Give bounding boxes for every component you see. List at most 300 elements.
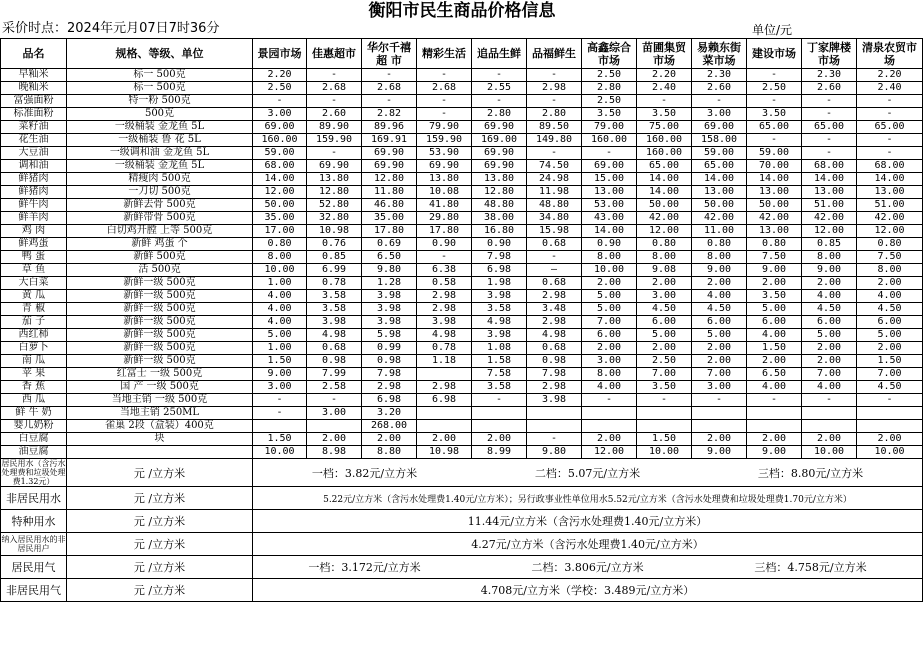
price-cell: 4.00 [253,316,307,329]
price-cell: - [362,95,417,108]
price-cell: 4.50 [857,303,923,316]
price-cell: 53.90 [417,147,472,160]
price-cell: 2.30 [692,69,747,82]
price-cell: 3.00 [307,407,362,420]
price-cell: 3.98 [307,316,362,329]
table-row [1,147,923,160]
price-cell [582,420,637,433]
table-row [1,186,923,199]
goods-body [1,69,923,459]
table-row [1,303,923,316]
page-title: 衡阳市民生商品价格信息 [368,1,556,21]
price-cell: 7.98 [527,368,582,381]
price-cell: 160.00 [582,134,637,147]
price-cell [417,407,472,420]
price-cell: 5.00 [857,329,923,342]
price-cell: 50.00 [747,199,802,212]
price-cell: 4.00 [802,290,857,303]
price-cell: - [747,69,802,82]
price-cell: 2.00 [472,433,527,446]
price-cell: 3.98 [362,303,417,316]
price-cell [253,420,307,433]
price-cell: 6.00 [857,316,923,329]
price-cell: 17.00 [253,225,307,238]
price-cell: 5.00 [692,329,747,342]
price-cell: 7.50 [857,251,923,264]
product-name: 白萝卜 [1,342,67,355]
price-cell [692,407,747,420]
price-cell: 9.00 [692,446,747,459]
product-spec: 雀巢 2段（盒装）400克 [67,420,253,433]
price-cell [417,368,472,381]
price-cell: 2.00 [692,433,747,446]
price-cell: 69.90 [307,160,362,173]
price-cell: 159.90 [417,134,472,147]
price-cell: 8.00 [582,368,637,381]
tier-price: 一档：3.82元/立方米 [311,466,418,480]
price-cell: 12.00 [802,225,857,238]
price-cell: 4.00 [253,303,307,316]
price-cell [472,407,527,420]
product-spec: 块 [67,433,253,446]
price-cell: 2.00 [362,433,417,446]
price-cell: 268.00 [362,420,417,433]
price-cell: 89.90 [307,121,362,134]
price-cell: 169.00 [472,134,527,147]
price-cell [692,420,747,433]
price-cell: 12.80 [307,186,362,199]
price-cell: 4.00 [747,381,802,394]
price-cell: 59.00 [747,147,802,160]
product-name: 菜籽油 [1,121,67,134]
price-cell: 10.98 [307,225,362,238]
price-cell: 0.80 [253,238,307,251]
price-cell: 9.80 [527,446,582,459]
price-cell: 6.98 [362,394,417,407]
product-spec: 500克 [67,108,253,121]
product-name: 鸭 蛋 [1,251,67,264]
product-spec: 一级桶装 金龙鱼 5L [67,121,253,134]
price-cell: 8.00 [692,251,747,264]
price-cell: 9.08 [637,264,692,277]
price-cell: 10.00 [637,446,692,459]
price-cell: 2.00 [692,342,747,355]
product-name: 草 鱼 [1,264,67,277]
price-cell [857,420,923,433]
price-cell: 8.00 [857,264,923,277]
utility-row [1,533,923,556]
price-cell [307,420,362,433]
price-cell: - [802,95,857,108]
utility-unit: 元 /立方米 [67,459,253,487]
price-cell: 9.00 [253,368,307,381]
price-cell: - [802,394,857,407]
price-cell: 0.68 [527,277,582,290]
price-cell: 50.00 [637,199,692,212]
product-name: 鲜羊肉 [1,212,67,225]
product-spec: 新鲜一级 500克 [67,342,253,355]
price-cell: 2.00 [582,433,637,446]
price-cell: — [527,264,582,277]
price-cell: 32.80 [307,212,362,225]
price-cell: 6.00 [747,316,802,329]
price-cell: 3.98 [362,290,417,303]
tier-price: 三档：4.758元/立方米 [754,561,867,574]
price-cell: - [582,394,637,407]
price-cell: - [527,147,582,160]
price-cell: 2.20 [857,69,923,82]
price-cell: 14.00 [637,173,692,186]
price-cell: 2.00 [582,277,637,290]
price-cell: 9.00 [692,264,747,277]
price-cell: 4.98 [527,329,582,342]
price-cell: 0.80 [857,238,923,251]
table-row [1,69,923,82]
price-cell: 89.50 [527,121,582,134]
product-spec: 新鲜一级 500克 [67,316,253,329]
utility-tiers [253,559,922,575]
price-cell: - [802,134,857,147]
utility-name: 非居民用气 [1,579,67,602]
price-cell: 65.00 [692,160,747,173]
product-name: 早籼米 [1,69,67,82]
utility-name: 非居民用水 [1,487,67,510]
price-cell: 2.40 [637,82,692,95]
price-cell: 68.00 [802,160,857,173]
price-cell [637,420,692,433]
price-cell: 5.98 [362,329,417,342]
price-cell: 169.91 [362,134,417,147]
price-cell: 2.98 [417,303,472,316]
utility-row [1,556,923,579]
price-cell: 4.00 [253,290,307,303]
price-cell: 2.20 [637,69,692,82]
product-spec: 白切鸡开膛 上等 500克 [67,225,253,238]
utility-price: 4.708元/立方米（学校：3.489元/立方米） [253,579,923,602]
price-cell: 0.68 [527,238,582,251]
price-cell: 2.40 [857,82,923,95]
price-cell: 160.00 [637,134,692,147]
price-cell: 34.80 [527,212,582,225]
price-cell: 14.00 [637,186,692,199]
price-cell: 6.38 [417,264,472,277]
price-cell: 53.00 [582,199,637,212]
price-cell: 12.00 [637,225,692,238]
price-cell: 3.00 [253,108,307,121]
product-spec: 新鲜一级 500克 [67,290,253,303]
column-header: 苗圃集贸市场 [637,39,692,69]
product-spec: 新鲜一级 500克 [67,329,253,342]
price-cell: 69.90 [417,160,472,173]
table-row [1,173,923,186]
price-cell: 160.00 [253,134,307,147]
utility-row [1,459,923,487]
price-cell: 1.00 [253,342,307,355]
price-cell: 69.00 [582,160,637,173]
price-cell: 1.00 [253,277,307,290]
product-spec: 新鲜 鸡蛋 个 [67,238,253,251]
price-cell: - [637,394,692,407]
price-cell: 2.98 [527,381,582,394]
price-cell: 2.50 [637,355,692,368]
price-cell: 42.00 [747,212,802,225]
price-cell: 2.82 [362,108,417,121]
price-cell: 35.00 [362,212,417,225]
table-row [1,264,923,277]
price-cell: 65.00 [637,160,692,173]
price-cell: 1.58 [472,355,527,368]
price-cell: 3.98 [417,316,472,329]
price-cell: 69.90 [362,147,417,160]
price-cell: 69.90 [472,147,527,160]
price-cell: 0.69 [362,238,417,251]
price-cell: - [582,147,637,160]
price-cell: 6.98 [472,264,527,277]
price-cell: 2.68 [417,82,472,95]
column-header: 品福鲜生 [527,39,582,69]
utility-row [1,487,923,510]
price-cell: 75.00 [637,121,692,134]
price-cell: - [747,95,802,108]
price-cell: 2.00 [747,355,802,368]
product-spec: 新鲜一级 500克 [67,355,253,368]
price-cell: 2.68 [307,82,362,95]
product-name: 大豆油 [1,147,67,160]
price-cell: 0.78 [307,277,362,290]
table-row [1,355,923,368]
price-cell: 5.00 [582,303,637,316]
column-header: 清泉农贸市场 [857,39,923,69]
price-cell: 2.20 [253,69,307,82]
table-row [1,329,923,342]
price-cell: 159.90 [307,134,362,147]
product-spec: 标一 500克 [67,82,253,95]
price-cell: - [307,95,362,108]
price-cell: 12.00 [253,186,307,199]
price-cell: 1.50 [747,342,802,355]
price-cell: - [472,95,527,108]
price-cell: 24.98 [527,173,582,186]
product-name: 香 蕉 [1,381,67,394]
product-name: 茄 子 [1,316,67,329]
utility-name: 居民用水（含污水处理费和垃圾处理费1.32元） [1,459,66,486]
price-cell: 2.00 [857,342,923,355]
price-cell: - [527,95,582,108]
price-cell: 17.80 [417,225,472,238]
product-name: 调和油 [1,160,67,173]
price-cell: - [857,134,923,147]
price-cell: 2.00 [692,355,747,368]
price-cell: 3.58 [307,290,362,303]
price-cell: 3.50 [582,108,637,121]
price-cell: 8.00 [253,251,307,264]
price-cell: 13.00 [747,225,802,238]
price-cell: 10.08 [417,186,472,199]
price-cell: 2.00 [637,342,692,355]
table-row [1,446,923,459]
product-spec: 精瘦肉 500克 [67,173,253,186]
price-cell: 2.00 [747,433,802,446]
price-cell: 2.50 [582,69,637,82]
price-cell: - [253,95,307,108]
price-cell: 3.50 [747,108,802,121]
price-cell: 13.80 [307,173,362,186]
price-cell: 0.68 [527,342,582,355]
price-cell: 2.60 [802,82,857,95]
price-cell: 13.00 [582,186,637,199]
price-cell: 69.90 [362,160,417,173]
price-cell: 6.50 [362,251,417,264]
unit-label: 单位/元 [752,23,793,37]
column-header: 易赖东街菜市场 [692,39,747,69]
price-cell: 0.90 [582,238,637,251]
price-cell: - [747,394,802,407]
price-cell: 2.80 [582,82,637,95]
price-cell: 10.00 [253,264,307,277]
price-cell: 4.98 [307,329,362,342]
product-name: 标准面粉 [1,108,67,121]
price-cell: 2.00 [692,277,747,290]
price-cell: 6.00 [582,329,637,342]
price-cell: 2.50 [253,82,307,95]
price-cell: 4.98 [417,329,472,342]
product-name: 鸡 肉 [1,225,67,238]
price-cell: 0.85 [802,238,857,251]
product-spec: 红富士 一级 500克 [67,368,253,381]
price-cell: - [472,394,527,407]
price-cell: 9.00 [747,264,802,277]
price-cell: 42.00 [857,212,923,225]
price-cell: - [253,394,307,407]
price-cell: 2.30 [802,69,857,82]
table-row [1,368,923,381]
price-cell: 12.00 [857,225,923,238]
product-spec: 一级桶装 金龙鱼 5L [67,160,253,173]
price-cell [582,407,637,420]
price-cell: 3.58 [472,303,527,316]
price-cell: 2.00 [802,277,857,290]
column-header: 品名 [1,39,67,69]
price-cell: 8.00 [637,251,692,264]
price-cell: 68.00 [253,160,307,173]
column-header: 追品生鲜 [472,39,527,69]
table-row [1,82,923,95]
price-cell: 7.98 [362,368,417,381]
price-cell: 6.98 [417,394,472,407]
price-cell: 43.00 [582,212,637,225]
price-cell: 13.00 [857,186,923,199]
tier-price: 二档：3.806元/立方米 [531,561,644,574]
utility-price: 4.27元/立方米（含污水处理费1.40元/立方米） [253,533,923,556]
price-cell: 158.00 [692,134,747,147]
table-row [1,277,923,290]
price-cell: 6.99 [307,264,362,277]
price-cell: 4.00 [857,290,923,303]
product-name: 晚籼米 [1,82,67,95]
price-cell: 7.00 [692,368,747,381]
product-name: 花生油 [1,134,67,147]
price-cell: 4.00 [582,381,637,394]
price-cell: 7.99 [307,368,362,381]
product-spec: 标一 500克 [67,69,253,82]
price-cell: 0.80 [747,238,802,251]
utility-tiers [253,465,922,481]
product-name: 西 瓜 [1,394,67,407]
header-row [1,39,923,69]
price-cell: 69.00 [253,121,307,134]
price-cell: - [307,394,362,407]
price-cell: 3.00 [253,381,307,394]
price-cell: 2.98 [362,381,417,394]
price-cell: 3.58 [472,381,527,394]
price-cell: - [417,251,472,264]
price-cell: 7.00 [857,368,923,381]
product-name: 南 瓜 [1,355,67,368]
price-cell: 2.80 [472,108,527,121]
table-row [1,225,923,238]
price-cell [802,407,857,420]
price-cell: 3.98 [472,329,527,342]
price-cell: 2.98 [527,290,582,303]
price-cell: 17.80 [362,225,417,238]
price-cell: 69.90 [472,160,527,173]
table-row [1,134,923,147]
price-cell: 2.00 [802,355,857,368]
utility-price: 5.22元/立方米（含污水处理费1.40元/立方米）；另行政事业性单位用水5.52元/立方米（含污水处理费和垃圾处理费1.70元/立方米） [253,487,923,510]
price-cell: - [802,147,857,160]
column-header: 景园市场 [253,39,307,69]
utility-body [1,459,923,602]
price-cell: 4.50 [802,303,857,316]
price-cell: 13.00 [802,186,857,199]
price-cell: 0.68 [307,342,362,355]
price-cell: - [637,95,692,108]
price-cell: - [747,134,802,147]
price-cell: - [527,69,582,82]
price-cell [802,420,857,433]
price-cell: - [307,69,362,82]
price-cell: - [527,251,582,264]
price-cell: 11.98 [527,186,582,199]
price-cell: 4.50 [637,303,692,316]
price-cell: 11.00 [692,225,747,238]
price-cell: 52.80 [307,199,362,212]
price-cell: 3.48 [527,303,582,316]
price-cell: 50.00 [692,199,747,212]
price-cell: - [472,69,527,82]
product-spec: 国 产 一级 500克 [67,381,253,394]
price-cell: 160.00 [637,147,692,160]
price-cell: 4.50 [692,303,747,316]
price-cell: - [692,95,747,108]
utility-row [1,510,923,533]
price-cell: 2.60 [307,108,362,121]
utility-unit: 元 /立方米 [67,533,253,556]
price-cell: - [527,433,582,446]
product-spec: 特一粉 500克 [67,95,253,108]
utility-row [1,579,923,602]
product-spec: 新鲜带骨 500克 [67,212,253,225]
price-cell: - [417,69,472,82]
price-cell: 0.85 [307,251,362,264]
price-cell: 13.00 [747,186,802,199]
table-row [1,212,923,225]
price-cell: 6.00 [692,316,747,329]
price-cell: 2.50 [747,82,802,95]
price-cell: 59.00 [692,147,747,160]
product-spec: 当地主销 250ML [67,407,253,420]
price-cell: 3.50 [747,290,802,303]
